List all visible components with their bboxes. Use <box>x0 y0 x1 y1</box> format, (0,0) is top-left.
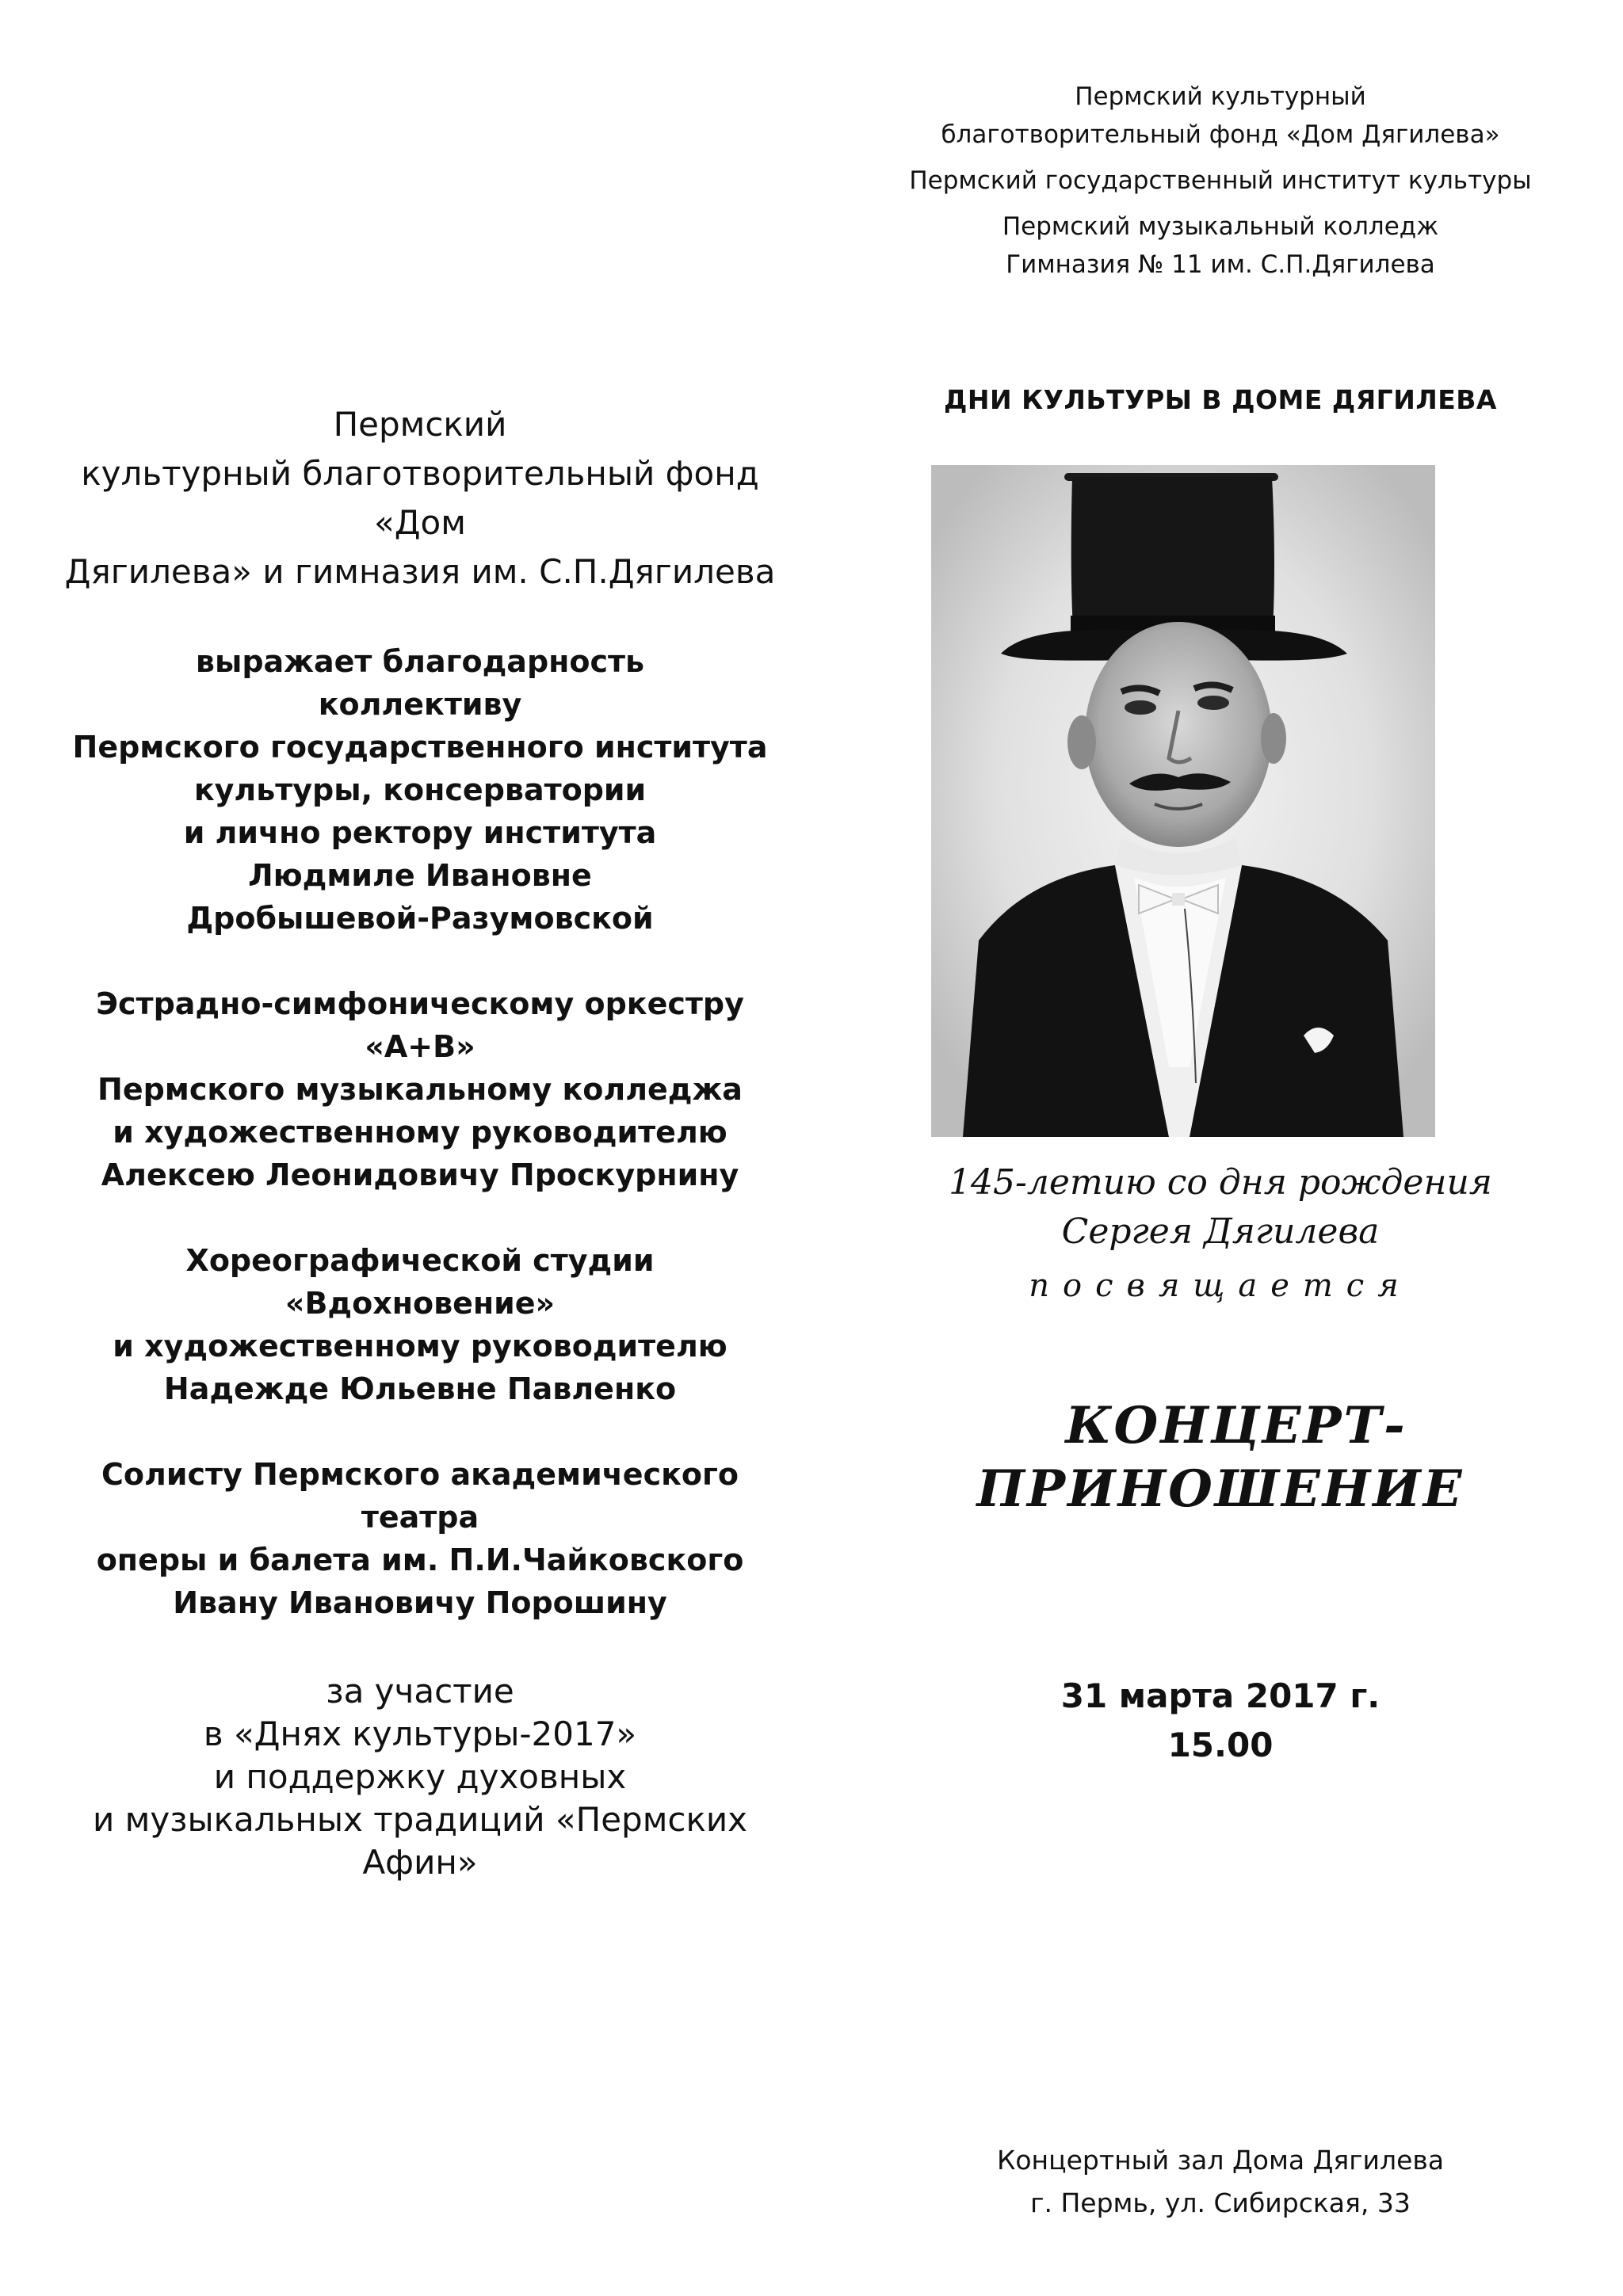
gratitude-line: оперы и балета им. П.И.Чайковского <box>96 1543 744 1577</box>
gratitude-line: Хореографической студии «Вдохновение» <box>185 1243 655 1321</box>
gratitude-line: и лично ректору института <box>183 815 657 850</box>
event-datetime <box>840 1672 1601 1770</box>
gratitude-list <box>48 640 792 1624</box>
organizers-list <box>840 75 1601 286</box>
dedication-line: посвящается <box>1029 1268 1412 1304</box>
dedication-line: 145-летию со дня рождения <box>949 1162 1492 1203</box>
gratitude-line: Дробышевой-Разумовской <box>186 901 654 936</box>
portrait-illustration <box>931 465 1435 1137</box>
venue-line: г. Пермь, ул. Сибирская, 33 <box>1030 2187 1411 2218</box>
gratitude-column <box>48 400 792 1884</box>
gratitude-line: Людмиле Ивановне <box>248 858 592 893</box>
dedication-block <box>840 1158 1601 1310</box>
gratitude-line: Пермского музыкальному колледжа <box>97 1072 743 1107</box>
gratitude-line: Надежде Юльевне Павленко <box>163 1371 677 1406</box>
organizer-line: Пермский музыкальный колледж <box>1002 212 1439 241</box>
gratitude-line: и художественному руководителю <box>113 1115 727 1150</box>
intro-line: Пермский <box>333 405 507 444</box>
venue-block <box>840 2139 1601 2225</box>
event-date: 31 марта 2017 г. <box>1060 1676 1381 1715</box>
gratitude-line: выражает благодарность <box>195 644 645 679</box>
organizer-line: благотворительный фонд «Дом Дягилева» <box>941 120 1500 149</box>
gratitude-line: Солисту Пермского академического театра <box>101 1457 739 1535</box>
closing-line: и поддержку духовных <box>213 1757 627 1796</box>
organizer-line: Пермский государственный институт культуры <box>909 166 1532 195</box>
concert-title-line: ПРИНОШЕНИЕ <box>976 1459 1465 1519</box>
closing-line: за участие <box>326 1672 514 1711</box>
concert-title <box>840 1394 1601 1521</box>
gratitude-line: культуры, консерватории <box>193 772 647 807</box>
gratitude-group <box>48 1239 792 1410</box>
event-time: 15.00 <box>1167 1726 1274 1764</box>
gratitude-line: Пермского государственного института <box>72 730 768 765</box>
gratitude-group <box>48 640 792 940</box>
gratitude-group <box>48 1453 792 1624</box>
closing-line: в «Днях культуры-2017» <box>203 1714 637 1753</box>
intro-line: Дягилева» и гимназия им. С.П.Дягилева <box>64 552 776 591</box>
gratitude-line: и художественному руководителю <box>113 1329 727 1363</box>
gratitude-line: Ивану Ивановичу Порошину <box>173 1585 667 1620</box>
dedication-line: Сергея Дягилева <box>1061 1211 1380 1252</box>
gratitude-line: Эстрадно-симфоническому оркестру «А+В» <box>96 986 744 1064</box>
event-series-title: ДНИ КУЛЬТУРЫ В ДОМЕ ДЯГИЛЕВА <box>944 384 1497 415</box>
concert-title-line: КОНЦЕРТ- <box>1065 1396 1407 1455</box>
closing-line: и музыкальных традиций «Пермских Афин» <box>92 1800 747 1882</box>
gratitude-closing <box>48 1670 792 1884</box>
portrait-photo <box>931 465 1435 1137</box>
gratitude-line: Алексею Леонидовичу Проскурнину <box>101 1158 739 1192</box>
organizer-line: Гимназия № 11 им. С.П.Дягилева <box>1006 250 1435 279</box>
venue-line: Концертный зал Дома Дягилева <box>996 2145 1445 2176</box>
organizer-line: Пермский культурный <box>1075 82 1366 111</box>
gratitude-intro <box>48 400 792 597</box>
intro-line: культурный благотворительный фонд «Дом <box>81 454 759 542</box>
gratitude-group <box>48 982 792 1196</box>
gratitude-line: коллективу <box>318 687 522 722</box>
